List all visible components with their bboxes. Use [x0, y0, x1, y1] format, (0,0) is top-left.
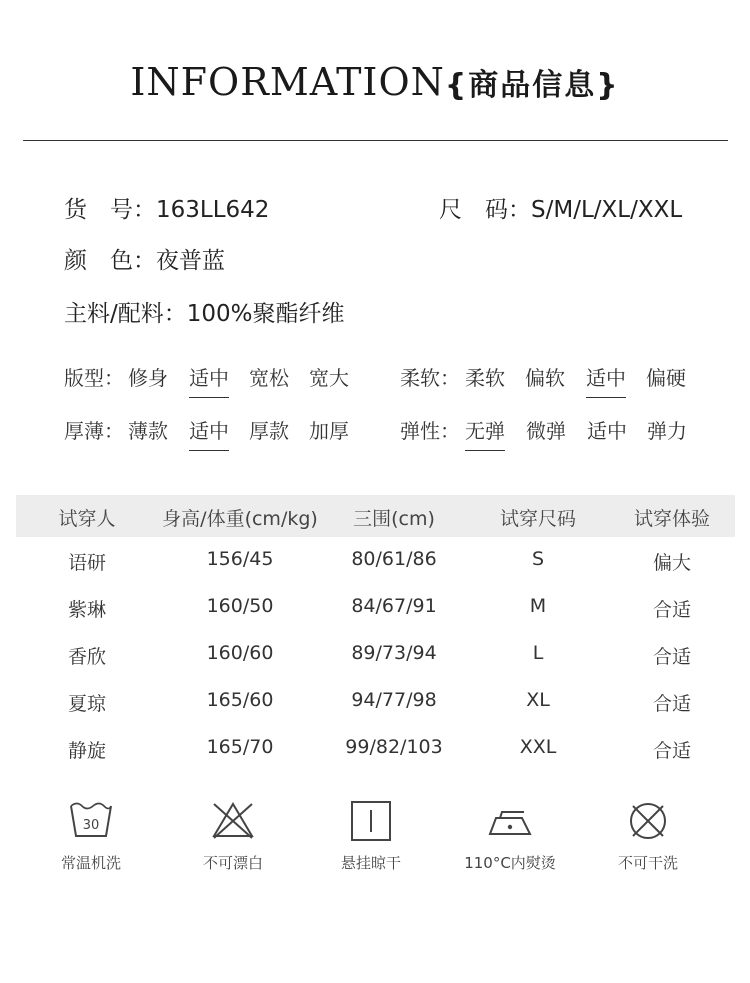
material-field [64, 295, 345, 328]
softness-option: 偏软 [525, 366, 565, 390]
cell-fit-feedback: 合适 [652, 740, 692, 762]
elasticity-option: 微弹 [526, 419, 566, 443]
header-measurements: 三围(cm) [353, 508, 435, 530]
table-row [16, 689, 735, 729]
iron-icon [486, 800, 534, 842]
cell-tester: 语研 [67, 552, 107, 574]
fit-option: 宽松 [249, 366, 289, 390]
fit-table-header [16, 495, 735, 537]
cell-tester: 夏琼 [67, 693, 107, 715]
thickness-option: 加厚 [309, 419, 349, 443]
softness-attribute [400, 362, 686, 391]
thickness-option: 适中 [189, 415, 229, 451]
hang-dry-icon [349, 800, 393, 842]
header-fit-feedback: 试穿体验 [633, 508, 711, 530]
sku-field [64, 191, 269, 224]
cell-size: L [532, 642, 544, 664]
fit-option: 宽大 [309, 366, 349, 390]
material-value: 100%聚酯纤维 [186, 301, 345, 327]
table-row [16, 548, 735, 588]
size-field [439, 191, 682, 224]
cell-height-weight: 156/45 [206, 548, 274, 570]
softness-label: 柔软： [400, 366, 460, 390]
fit-label: 版型： [64, 366, 124, 390]
color-field [64, 242, 225, 275]
header-size: 试穿尺码 [499, 508, 577, 530]
table-row [16, 736, 735, 776]
fit-attribute [64, 362, 349, 391]
material-label: 主料/配料： [64, 301, 187, 327]
color-label: 颜 色： [64, 248, 156, 274]
cell-height-weight: 165/60 [206, 689, 274, 711]
elasticity-label: 弹性： [400, 419, 460, 443]
sku-value: 163LL642 [156, 197, 270, 223]
cell-height-weight: 165/70 [206, 736, 274, 758]
elasticity-option: 无弹 [465, 415, 505, 451]
cell-size: XL [526, 689, 550, 711]
fit-option: 修身 [128, 366, 168, 390]
care-wash [26, 800, 156, 873]
cell-height-weight: 160/50 [206, 595, 274, 617]
thickness-option: 厚款 [249, 419, 289, 443]
elasticity-option: 弹力 [647, 419, 687, 443]
cell-measurements: 80/61/86 [351, 548, 437, 570]
title-en: INFORMATION [130, 60, 445, 104]
no-bleach-icon [211, 800, 255, 842]
thickness-attribute [64, 415, 349, 444]
color-value: 夜普蓝 [156, 248, 225, 274]
cell-measurements: 99/82/103 [345, 736, 443, 758]
cell-measurements: 84/67/91 [351, 595, 437, 617]
care-iron [445, 800, 575, 873]
sku-label: 货 号： [64, 197, 156, 223]
care-bleach [168, 800, 298, 873]
care-wash-label: 常温机洗 [60, 854, 121, 872]
wash-temp: 30 [82, 818, 100, 833]
cell-fit-feedback: 合适 [652, 646, 692, 668]
cell-size: XXL [519, 736, 557, 758]
cell-tester: 静旋 [67, 740, 107, 762]
table-row [16, 642, 735, 682]
header-height-weight: 身高/体重(cm/kg) [162, 508, 318, 530]
cell-measurements: 94/77/98 [351, 689, 437, 711]
softness-option: 偏硬 [646, 366, 686, 390]
no-dry-clean-icon [626, 800, 670, 842]
cell-fit-feedback: 合适 [652, 693, 692, 715]
thickness-label: 厚薄： [64, 419, 124, 443]
cell-height-weight: 160/60 [206, 642, 274, 664]
title-divider [23, 140, 728, 141]
elasticity-attribute [400, 415, 687, 444]
page-title [0, 60, 750, 104]
care-iron-label: 110°C内熨烫 [464, 854, 556, 872]
softness-option: 适中 [586, 362, 626, 398]
fit-option: 适中 [189, 362, 229, 398]
cell-tester: 紫琳 [67, 599, 107, 621]
softness-option: 柔软 [465, 366, 505, 390]
thickness-option: 薄款 [128, 419, 168, 443]
cell-measurements: 89/73/94 [351, 642, 437, 664]
header-tester: 试穿人 [58, 508, 116, 530]
cell-fit-feedback: 合适 [652, 599, 692, 621]
care-bleach-label: 不可漂白 [202, 854, 263, 872]
care-hang-dry [306, 800, 436, 873]
cell-size: M [529, 595, 547, 617]
size-value: S/M/L/XL/XXL [531, 197, 683, 223]
size-label: 尺 码： [439, 197, 531, 223]
table-row [16, 595, 735, 635]
care-dry-clean-label: 不可干洗 [617, 854, 678, 872]
elasticity-option: 适中 [587, 419, 627, 443]
care-hang-dry-label: 悬挂晾干 [340, 854, 401, 872]
care-dry-clean [583, 800, 713, 873]
cell-tester: 香欣 [67, 646, 107, 668]
cell-size: S [531, 548, 545, 570]
cell-fit-feedback: 偏大 [652, 552, 692, 574]
title-cn: {商品信息} [444, 68, 620, 103]
wash-30-icon [69, 800, 113, 842]
